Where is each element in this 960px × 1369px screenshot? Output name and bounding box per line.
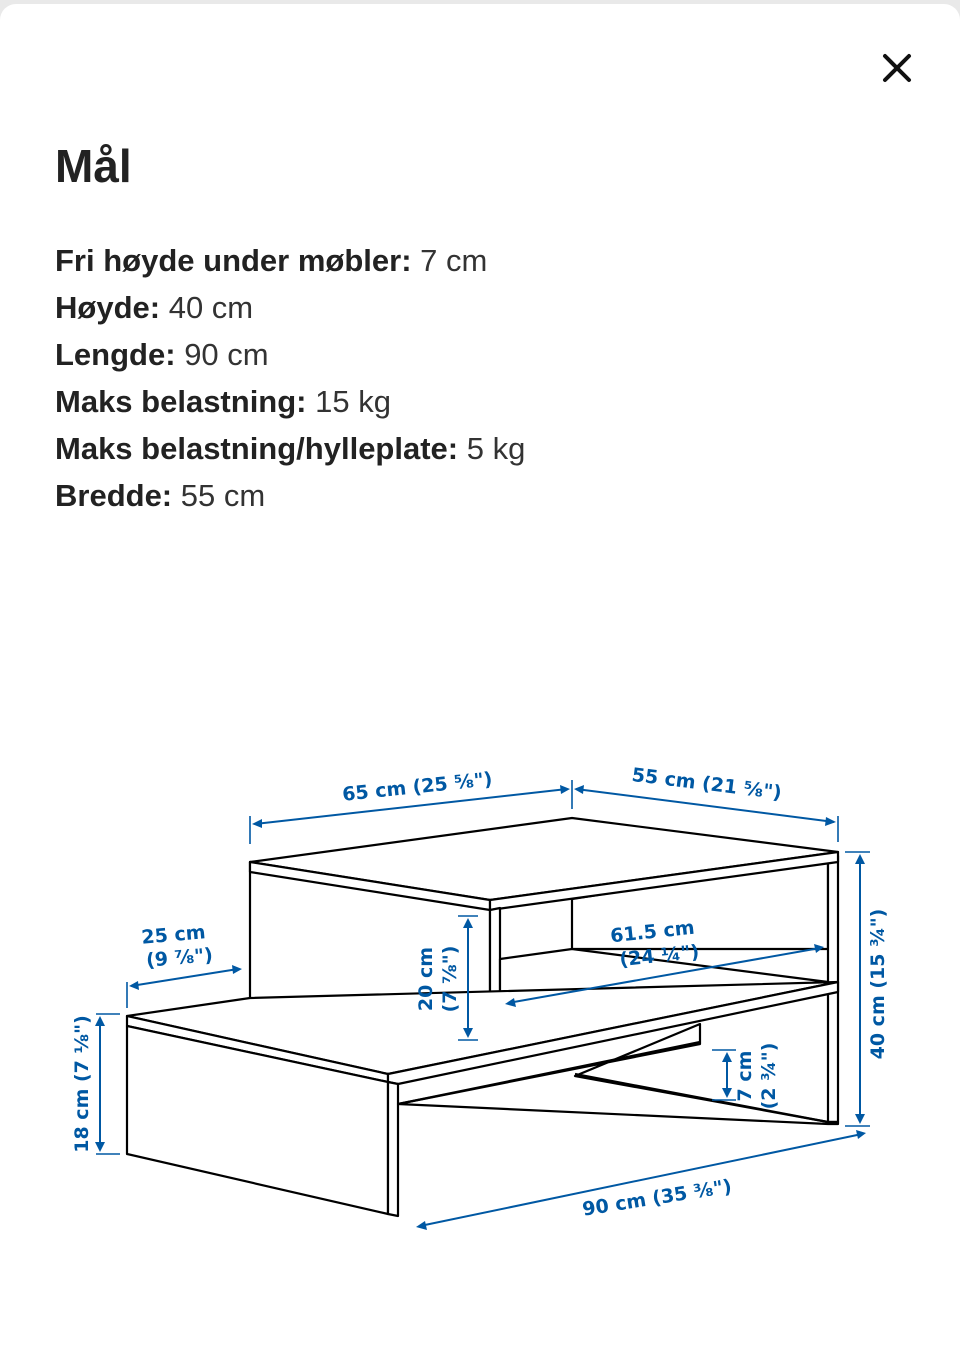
label-inner-length-in: (24 ¼") [618,940,701,972]
close-icon [873,44,921,92]
label-clearance-in: (2 ¾") [758,1042,780,1110]
close-button[interactable] [873,44,921,92]
label-step-depth-in: (9 ⅞") [145,944,214,972]
spec-item [55,476,525,523]
dim-arrow [560,785,570,794]
label-step-depth-cm: 25 cm [140,921,207,949]
label-clearance-cm: 7 cm [734,1050,756,1102]
spec-value: 5 kg [466,431,526,466]
dim-arrow [855,854,865,864]
label-inner-length-cm: 61.5 cm [609,916,696,948]
dim-arrow [232,965,242,974]
spec-label: Fri høyde under møbler: [55,243,412,278]
label-upper-gap-in: (7 ⅞") [439,945,461,1013]
dim-arrow [722,1088,732,1098]
spec-value: 40 cm [168,290,254,325]
spec-item [55,335,525,382]
spec-value: 7 cm [420,243,488,278]
label-lower-height: 18 cm (7 ⅛") [71,1015,93,1153]
label-total-height: 40 cm (15 ¾") [867,908,889,1060]
dimensions-sheet [0,4,960,1369]
spec-list [55,241,525,523]
label-total-length: 90 cm (35 ⅜") [580,1175,734,1221]
dim-arrow [574,785,584,794]
spec-item [55,288,525,335]
label-top-depth: 55 cm (21 ⅝") [630,763,783,805]
dim-line-total-length [420,1134,862,1226]
lower-right-panel [388,1082,398,1216]
spec-value: 55 cm [180,478,266,513]
table-illustration [127,818,838,1216]
spec-label: Maks belastning: [55,384,307,419]
dim-arrow [825,817,836,826]
dim-arrow [252,819,262,828]
dim-arrow [129,981,139,990]
dim-arrow [416,1221,427,1230]
spec-label: Lengde: [55,337,176,372]
dimension-diagram [0,744,960,1264]
spec-label: Maks belastning/hylleplate: [55,431,459,466]
label-upper-gap-cm: 20 cm [415,946,437,1012]
dialog-title: Mål [55,140,132,192]
dim-arrow [722,1052,732,1062]
spec-item [55,241,525,288]
spec-item [55,429,525,476]
dim-arrow [855,1114,865,1124]
spec-label: Bredde: [55,478,173,513]
spec-value: 15 kg [315,384,391,419]
dim-arrow [95,1016,105,1026]
spec-item [55,382,525,429]
label-top-length: 65 cm (25 ⅝") [341,768,494,806]
dim-arrow [95,1142,105,1152]
dim-arrow [856,1130,866,1139]
spec-value: 90 cm [184,337,269,372]
spec-label: Høyde: [55,290,161,325]
